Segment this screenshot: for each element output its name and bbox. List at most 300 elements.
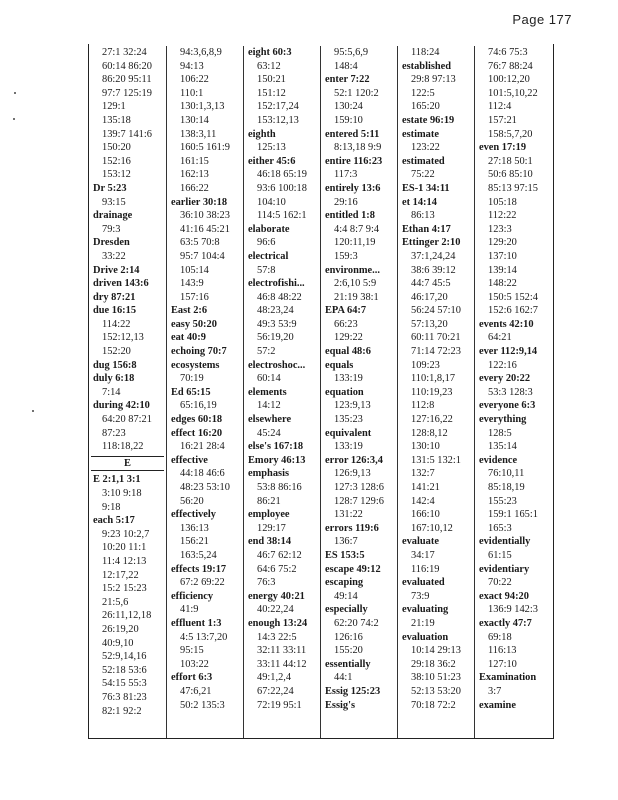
page-line-ref: 32:11 33:11 (257, 645, 307, 657)
page-line-ref: 165:20 (411, 101, 440, 113)
page-line-ref: 118:18,22 (102, 441, 144, 453)
index-term: especially (325, 604, 368, 616)
index-term: each 5:17 (93, 515, 135, 527)
page-line-ref: 131:22 (334, 509, 363, 521)
page-line-ref: 105:14 (180, 264, 209, 276)
page-line-ref: 15:2 15:23 (102, 583, 147, 595)
index-term: else's 167:18 (248, 441, 304, 453)
index-term: examine (479, 699, 516, 711)
page-line-ref: 29:8 97:13 (411, 74, 456, 86)
page-line-ref: 79:3 (102, 223, 121, 235)
page-line-ref: 136:7 (334, 536, 358, 548)
page-line-ref: 135:23 (334, 414, 363, 426)
page-line-ref: 148:4 (334, 60, 358, 72)
page-line-ref: 95:5,6,9 (334, 47, 369, 58)
page-line-ref: 41:9 (180, 604, 199, 616)
index-term: exact 94:20 (479, 590, 529, 602)
page-line-ref: 49:14 (334, 590, 358, 602)
page-line-ref: 57:8 (257, 264, 276, 276)
index-term: elaborate (248, 223, 290, 235)
page-line-ref: 129:20 (488, 237, 517, 249)
page-line-ref: 162:13 (180, 169, 209, 181)
page-line-ref: 165:3 (488, 522, 512, 534)
index-term: end 38:14 (248, 536, 292, 548)
index-term: effect 16:20 (171, 427, 223, 439)
index-term: ES 153:5 (325, 549, 365, 561)
page-line-ref: 150:21 (257, 74, 286, 86)
page-line-ref: 123:3 (488, 223, 512, 235)
index-column-1 (89, 46, 166, 738)
page-line-ref: 29:16 (334, 196, 358, 208)
page-line-ref: 143:9 (180, 278, 204, 290)
page-line-ref: 67:2 69:22 (180, 577, 225, 589)
page-line-ref: 52:18 53:6 (102, 664, 147, 676)
index-term: E 2:1,1 3:1 (93, 474, 141, 486)
index-term: efficiency (171, 590, 214, 602)
index-term: evaluation (402, 631, 449, 643)
page-line-ref: 118:24 (411, 47, 440, 58)
page-line-ref: 157:21 (488, 114, 517, 126)
page-line-ref: 76:3 (257, 577, 276, 589)
page-line-ref: 132:7 (411, 468, 435, 480)
page-line-ref: 116:13 (488, 645, 517, 657)
page-line-ref: 139:7 141:6 (102, 128, 152, 140)
page-line-ref: 136:9 142:3 (488, 604, 538, 616)
page-line-ref: 95:15 (180, 645, 204, 657)
page-line-ref: 123:9,13 (334, 400, 371, 412)
page-line-ref: 158:5,7,20 (488, 128, 533, 140)
page-line-ref: 120:11,19 (334, 237, 376, 249)
scan-speck (14, 92, 16, 94)
page-line-ref: 41:16 45:21 (180, 223, 230, 235)
index-term: effects 19:17 (171, 563, 227, 575)
index-term: exactly 47:7 (479, 617, 532, 629)
page-line-ref: 33:11 44:12 (257, 658, 307, 670)
index-term: dry 87:21 (93, 291, 136, 303)
page-line-ref: 38:6 39:12 (411, 264, 456, 276)
page-line-ref: 63:5 70:8 (180, 237, 220, 249)
index-term: even 17:19 (479, 142, 527, 154)
page-line-ref: 45:24 (257, 427, 281, 439)
page-line-ref: 57:13,20 (411, 318, 448, 330)
index-term: easy 50:20 (171, 318, 217, 330)
index-term: employee (248, 509, 290, 521)
page-line-ref: 48:23 53:10 (180, 482, 230, 493)
page-line-ref: 53:8 86:16 (257, 482, 302, 493)
page-line-ref: 105:18 (488, 196, 517, 208)
page-line-ref: 76:10,11 (488, 468, 525, 480)
page-line-ref: 127:10 (488, 658, 517, 670)
page-line-ref: 70:19 (180, 373, 204, 385)
page-line-ref: 129:22 (334, 332, 363, 344)
section-letter: E (91, 456, 164, 472)
page-line-ref: 122:16 (488, 359, 517, 371)
index-term: evaluated (402, 577, 445, 589)
page-line-ref: 153:12 (102, 169, 131, 181)
page-line-ref: 67:22,24 (257, 685, 294, 697)
page-line-ref: 152:6 162:7 (488, 305, 538, 317)
page-line-ref: 152:20 (102, 346, 131, 358)
page-line-ref: 34:17 (411, 549, 435, 561)
page-line-ref: 100:12,20 (488, 74, 530, 86)
page-line-ref: 93:15 (102, 196, 126, 208)
page-line-ref: 129:1 (102, 101, 126, 113)
scan-speck (32, 410, 34, 412)
index-term: earlier 30:18 (171, 196, 228, 208)
index-term: Ettinger 2:10 (402, 237, 461, 249)
index-term: duly 6:18 (93, 373, 135, 385)
index-term: enough 13:24 (248, 617, 308, 629)
word-index-table (88, 44, 554, 739)
page-line-ref: 85:13 97:15 (488, 182, 538, 194)
index-term: entered 5:11 (325, 128, 380, 140)
page-line-ref: 2:6,10 5:9 (334, 278, 377, 290)
page-line-ref: 103:22 (180, 658, 209, 670)
index-term: equal 48:6 (325, 346, 371, 358)
page-line-ref: 85:18,19 (488, 482, 525, 493)
index-term: equals (325, 359, 354, 371)
page-line-ref: 10:20 11:1 (102, 542, 147, 554)
page-line-ref: 128:7 129:6 (334, 495, 384, 507)
page-line-ref: 117:3 (334, 169, 358, 181)
index-term: every 20:22 (479, 373, 531, 385)
page-line-ref: 50:2 135:3 (180, 699, 225, 711)
index-term: effective (171, 454, 208, 466)
page-line-ref: 130:14 (180, 114, 209, 126)
index-term: environme... (325, 264, 380, 276)
page-line-ref: 76:3 81:23 (102, 691, 147, 703)
index-term: errors 119:6 (325, 522, 379, 534)
index-term: essentially (325, 658, 371, 670)
page-line-ref: 138:3,11 (180, 128, 217, 140)
page-line-ref: 49:3 53:9 (257, 318, 297, 330)
page-line-ref: 40:22,24 (257, 604, 294, 616)
page-line-ref: 56:20 (180, 495, 204, 507)
index-term: echoing 70:7 (171, 346, 227, 358)
page-line-ref: 97:7 125:19 (102, 87, 152, 99)
page-line-ref: 130:10 (411, 441, 440, 453)
page-line-ref: 87:23 (102, 427, 126, 439)
index-term: eat 40:9 (171, 332, 206, 344)
page-line-ref: 112:4 (488, 101, 512, 113)
index-term: ever 112:9,14 (479, 346, 538, 358)
page-line-ref: 127:16,22 (411, 414, 453, 426)
page-line-ref: 61:15 (488, 549, 512, 561)
page-line-ref: 133:19 (334, 441, 363, 453)
index-term: electrofishi... (248, 278, 305, 290)
index-term: entitled 1:8 (325, 210, 375, 222)
page-line-ref: 65:16,19 (180, 400, 217, 412)
index-column-4 (320, 46, 398, 738)
page-line-ref: 50:6 85:10 (488, 169, 533, 181)
page-line-ref: 64:21 (488, 332, 512, 344)
page-line-ref: 139:14 (488, 264, 517, 276)
page-line-ref: 155:20 (334, 645, 363, 657)
page-line-ref: 71:14 72:23 (411, 346, 461, 358)
page-line-ref: 166:22 (180, 182, 209, 194)
page-line-ref: 44:7 45:5 (411, 278, 451, 290)
index-term: Ethan 4:17 (402, 223, 451, 235)
page-line-ref: 70:18 72:2 (411, 699, 456, 711)
page-line-ref: 21:5,6 (102, 596, 129, 608)
page-line-ref: 127:3 128:6 (334, 482, 384, 493)
page-line-ref: 7:14 (102, 386, 121, 398)
page-line-ref: 122:5 (411, 87, 435, 99)
page-line-ref: 3:7 (488, 685, 502, 697)
page-line-ref: 21:19 (411, 617, 435, 629)
page-line-ref: 48:23,24 (257, 305, 294, 317)
index-term: during 42:10 (93, 400, 150, 412)
page-line-ref: 130:24 (334, 101, 363, 113)
index-term: East 2:6 (171, 305, 208, 317)
page-line-ref: 112:22 (488, 210, 517, 222)
page-line-ref: 161:15 (180, 155, 209, 167)
page-number: Page 177 (512, 12, 572, 27)
page-line-ref: 46:8 48:22 (257, 291, 302, 303)
index-term: error 126:3,4 (325, 454, 383, 466)
index-term: Emory 46:13 (248, 454, 306, 466)
scan-speck (13, 118, 15, 120)
page-line-ref: 86:13 (411, 210, 435, 222)
page-line-ref: 123:22 (411, 142, 440, 154)
index-term: established (402, 60, 452, 72)
index-term: electrical (248, 250, 289, 262)
page-line-ref: 73:9 (411, 590, 430, 602)
index-term: escaping (325, 577, 364, 589)
index-term: evaluating (402, 604, 449, 616)
index-term: Ed 65:15 (171, 386, 211, 398)
page-line-ref: 4:5 13:7,20 (180, 631, 228, 643)
index-term: Drive 2:14 (93, 264, 140, 276)
page-line-ref: 52:13 53:20 (411, 685, 461, 697)
index-term: Examination (479, 672, 537, 684)
page-line-ref: 9:23 10:2,7 (102, 528, 150, 540)
page-line-ref: 133:19 (334, 373, 363, 385)
index-term: evidentially (479, 536, 531, 548)
page-line-ref: 14:12 (257, 400, 281, 412)
index-term: ecosystems (171, 359, 220, 371)
page-line-ref: 159:10 (334, 114, 363, 126)
index-term: effluent 1:3 (171, 617, 222, 629)
page-line-ref: 110:1,8,17 (411, 373, 456, 385)
page-line-ref: 94:3,6,8,9 (180, 47, 222, 58)
page-line-ref: 46:17,20 (411, 291, 448, 303)
index-term: equivalent (325, 427, 372, 439)
page-line-ref: 9:18 (102, 501, 121, 513)
index-term: Essig's (325, 699, 356, 711)
index-column-6 (474, 46, 554, 738)
page-line-ref: 54:15 55:3 (102, 678, 147, 690)
page-line-ref: 86:21 (257, 495, 281, 507)
page-line-ref: 63:12 (257, 60, 281, 72)
page-line-ref: 49:1,2,4 (257, 672, 292, 684)
page-line-ref: 60:14 (257, 373, 281, 385)
index-term: ES-1 34:11 (402, 182, 450, 194)
index-term: Essig 125:23 (325, 685, 381, 697)
page-line-ref: 110:19,23 (411, 386, 453, 398)
page-line-ref: 60:11 70:21 (411, 332, 461, 344)
page-line-ref: 26:11,12,18 (102, 610, 152, 622)
page-line-ref: 110:1 (180, 87, 204, 99)
index-term: eight 60:3 (248, 47, 292, 58)
page-line-ref: 156:21 (180, 536, 209, 548)
page-line-ref: 4:4 8:7 9:4 (334, 223, 380, 235)
index-term: eighth (248, 128, 276, 140)
index-term: enter 7:22 (325, 74, 370, 86)
index-term: either 45:6 (248, 155, 296, 167)
page-line-ref: 114:22 (102, 318, 131, 330)
page-line-ref: 142:4 (411, 495, 435, 507)
page-line-ref: 116:19 (411, 563, 440, 575)
page-line-ref: 64:6 75:2 (257, 563, 297, 575)
index-term: evaluate (402, 536, 439, 548)
page-line-ref: 11:4 12:13 (102, 555, 147, 567)
index-term: elements (248, 386, 287, 398)
page-line-ref: 96:6 (257, 237, 276, 249)
page-line-ref: 128:5 (488, 427, 512, 439)
index-term: electroshoc... (248, 359, 306, 371)
page-line-ref: 26:19,20 (102, 623, 139, 635)
page-line-ref: 3:10 9:18 (102, 488, 142, 499)
page-line-ref: 93:6 100:18 (257, 182, 307, 194)
index-term: et 14:14 (402, 196, 437, 208)
page-line-ref: 44:18 46:6 (180, 468, 225, 480)
page-line-ref: 38:10 51:23 (411, 672, 461, 684)
index-term: everyone 6:3 (479, 400, 536, 412)
page-line-ref: 14:3 22:5 (257, 631, 297, 643)
index-term: edges 60:18 (171, 414, 223, 426)
page-line-ref: 44:1 (334, 672, 353, 684)
page-line-ref: 66:23 (334, 318, 358, 330)
page-line-ref: 75:22 (411, 169, 435, 181)
page-line-ref: 166:10 (411, 509, 440, 521)
page-line-ref: 10:14 29:13 (411, 645, 461, 657)
page-line-ref: 21:19 38:1 (334, 291, 379, 303)
page-line-ref: 86:20 95:11 (102, 74, 152, 86)
page-line-ref: 148:22 (488, 278, 517, 290)
page-line-ref: 57:2 (257, 346, 276, 358)
index-term: events 42:10 (479, 318, 534, 330)
page-line-ref: 27:18 50:1 (488, 155, 533, 167)
index-term: equation (325, 386, 364, 398)
index-term: estimate (402, 128, 439, 140)
page-line-ref: 159:3 (334, 250, 358, 262)
page-line-ref: 16:21 28:4 (180, 441, 225, 453)
page-line-ref: 69:18 (488, 631, 512, 643)
page-line-ref: 150:5 152:4 (488, 291, 538, 303)
index-term: estimated (402, 155, 445, 167)
page-line-ref: 131:5 132:1 (411, 454, 461, 466)
index-term: energy 40:21 (248, 590, 305, 602)
index-term: everything (479, 414, 527, 426)
page-line-ref: 112:8 (411, 400, 435, 412)
page-line-ref: 47:6,21 (180, 685, 212, 697)
page-line-ref: 52:9,14,16 (102, 651, 147, 663)
index-column-3 (243, 46, 321, 738)
page-line-ref: 12:17,22 (102, 569, 139, 581)
page-line-ref: 60:14 86:20 (102, 60, 152, 72)
page-line-ref: 104:10 (257, 196, 286, 208)
page-line-ref: 150:20 (102, 142, 131, 154)
page-line-ref: 109:23 (411, 359, 440, 371)
page-line-ref: 29:18 36:2 (411, 658, 456, 670)
page-line-ref: 46:7 62:12 (257, 549, 302, 561)
index-term: drainage (93, 210, 133, 222)
page-line-ref: 160:5 161:9 (180, 142, 230, 154)
page-line-ref: 155:23 (488, 495, 517, 507)
page-line-ref: 152:16 (102, 155, 131, 167)
page-line-ref: 136:13 (180, 522, 209, 534)
page-line-ref: 76:7 88:24 (488, 60, 533, 72)
page-line-ref: 82:1 92:2 (102, 705, 142, 717)
index-column-2 (166, 46, 244, 738)
page-line-ref: 101:5,10,22 (488, 87, 538, 99)
page-line-ref: 94:13 (180, 60, 204, 72)
page-line-ref: 95:7 104:4 (180, 250, 225, 262)
page-line-ref: 106:22 (180, 74, 209, 86)
index-term: Dresden (93, 237, 130, 249)
page-line-ref: 56:19,20 (257, 332, 294, 344)
page-line-ref: 128:8,12 (411, 427, 448, 439)
index-term: elsewhere (248, 414, 292, 426)
page-line-ref: 137:10 (488, 250, 517, 262)
page-line-ref: 37:1,24,24 (411, 250, 456, 262)
index-term: Dr 5:23 (93, 182, 127, 194)
page-line-ref: 64:20 87:21 (102, 414, 152, 426)
page-line-ref: 157:16 (180, 291, 209, 303)
page-line-ref: 163:5,24 (180, 549, 217, 561)
page-line-ref: 135:18 (102, 114, 131, 126)
page-line-ref: 36:10 38:23 (180, 210, 230, 222)
page-line-ref: 40:9,10 (102, 637, 134, 649)
page-line-ref: 141:21 (411, 482, 440, 493)
page-line-ref: 114:5 162:1 (257, 210, 307, 222)
page-line-ref: 135:14 (488, 441, 517, 453)
index-term: entire 116:23 (325, 155, 383, 167)
index-term: evidentiary (479, 563, 530, 575)
index-term: due 16:15 (93, 305, 137, 317)
page-line-ref: 46:18 65:19 (257, 169, 307, 181)
index-term: dug 156:8 (93, 359, 137, 371)
page-line-ref: 151:12 (257, 87, 286, 99)
page-line-ref: 8:13,18 9:9 (334, 142, 382, 154)
index-term: evidence (479, 454, 518, 466)
page-line-ref: 56:24 57:10 (411, 305, 461, 317)
page-line-ref: 27:1 32:24 (102, 47, 147, 58)
index-column-5 (397, 46, 475, 738)
page-line-ref: 53:3 128:3 (488, 386, 533, 398)
page-line-ref: 130:1,3,13 (180, 101, 225, 113)
index-term: EPA 64:7 (325, 305, 367, 317)
page-line-ref: 152:17,24 (257, 101, 299, 113)
page-line-ref: 74:6 75:3 (488, 47, 528, 58)
page-line-ref: 70:22 (488, 577, 512, 589)
index-term: driven 143:6 (93, 278, 149, 290)
page-line-ref: 125:13 (257, 142, 286, 154)
index-term: entirely 13:6 (325, 182, 381, 194)
page-line-ref: 167:10,12 (411, 522, 453, 534)
page-line-ref: 126:16 (334, 631, 363, 643)
index-term: escape 49:12 (325, 563, 381, 575)
page-line-ref: 72:19 95:1 (257, 699, 302, 711)
index-term: effort 6:3 (171, 672, 213, 684)
page-line-ref: 52:1 120:2 (334, 87, 379, 99)
page-line-ref: 152:12,13 (102, 332, 144, 344)
page-line-ref: 159:1 165:1 (488, 509, 538, 521)
index-term: estate 96:19 (402, 114, 455, 126)
index-term: effectively (171, 509, 216, 521)
page-line-ref: 153:12,13 (257, 114, 299, 126)
